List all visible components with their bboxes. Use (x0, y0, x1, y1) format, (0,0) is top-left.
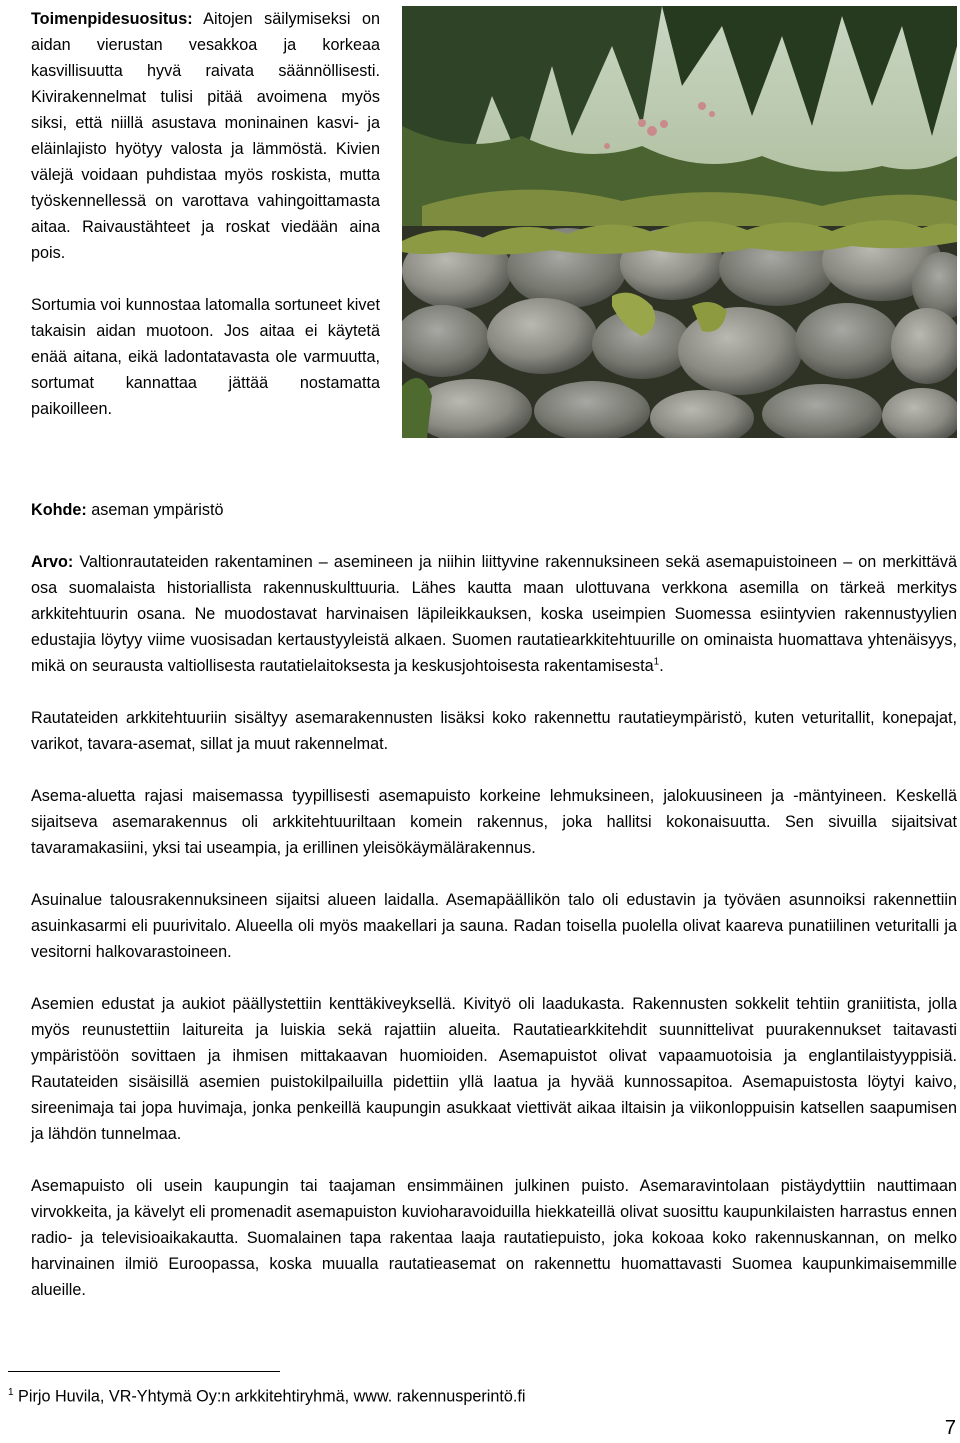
repair-paragraph: Sortumia voi kunnostaa latomalla sortuneet kivet takaisin aidan muotoon. Jos aitaa ei käytetä enää aitana, eikä ladontatavasta ole varmuutta, sortumat kannattaa jättää nostamatta paikoilleen. (31, 296, 380, 418)
stone-wall-photo (402, 6, 957, 438)
kohde-paragraph (31, 497, 957, 523)
kohde-text: aseman ympäristö (86, 501, 224, 519)
footnote-reference[interactable]: 1 (653, 656, 660, 668)
recommendation-column (31, 6, 380, 422)
recommendation-text: Aitojen säilymiseksi on aidan vierustan vesakkoa ja korkeaa kasvillisuutta hyvä raivata säännöllisesti. Kivirakennelmat tulisi pitää avoimena myös siksi, että niillä asustava moninainen kasvi- ja eläinlajisto hyötyy valosta ja lämmöstä. Kivien välejä voidaan puhdistaa myös roskista, mutta työskennellessä on varottava vahingoittamasta aitaa. Raivaustähteet ja roskat viedään aina pois. (31, 10, 380, 262)
main-text (31, 497, 957, 1329)
page-number: 7 (944, 1417, 956, 1439)
footnote-number: 1 (8, 1387, 14, 1398)
kohde-label: Kohde: (31, 501, 87, 519)
recommendation-lead: Toimenpidesuositus: (31, 10, 193, 28)
footnote-divider (8, 1371, 280, 1372)
stone-wall-photo-icon (402, 6, 957, 438)
station-park-paragraph: Asemapuisto oli usein kaupungin tai taajaman ensimmäinen julkinen puisto. Asemaravintolaan pistäydyttiin nauttimaan virvokkeita, ja kävelyt eli promenadit asemapuiston kuvioharavoiduilla hiekkateillä olivat suosittu kaupunkilaisten harrastus ennen radio- ja televisioaikakautta. Suomalainen tapa rakentaa laaja rautatiepuisto, joka kokoaa koko rakennuskannan, on melko harvinainen ilmiö Euroopassa, koska muualla rautatieasemat on rakennettu huomattavasti Suomea kaupunkimaisemmille alueille. (31, 1177, 957, 1299)
arvo-text: Valtionrautateiden rakentaminen – asemineen ja niihin liittyvine rakennuksineen sekä asemapuistoineen – on merkittävä osa suomalaista historiallista rakennuskulttuuria. Lähes kautta maan ulottuvana verkkona asemilla on tärkeä merkitys arkkitehtuurin osana. Ne muodostavat harvinaisen läpileikkauksen, koska useimpien Suomessa esiintyvien rakennustyylien edustajia löytyy viime vuosisadan kertaustyyleistä alkaen. Suomen rautatiearkkitehtuurille on ominaista huomattava yhtenäisyys, mikä on seurausta valtiollisesta rautatielaitoksesta ja keskusjohtoisesta rakentamisesta (31, 553, 957, 675)
residential-paragraph: Asuinalue talousrakennuksineen sijaitsi alueen laidalla. Asemapäällikön talo oli edustavin ja työväen asunnoiksi rakennettiin asuinkasarmi eli puurivitalo. Alueella oli myös maakellari ja sauna. Radan toisella puolella olivat kaareva punatiilinen veturitalli ja vesitorni halkovarastoineen. (31, 891, 957, 961)
station-area-paragraph: Asema-aluetta rajasi maisemassa tyypillisesti asemapuisto korkeine lehmuksineen, jalokuusineen ja -mäntyineen. Keskellä sijaitseva asemarakennus oli arkkitehtuuriltaan komein rakennus, joka hallitsi kokonaisuutta. Sen sivuilla sijaitsivat tavaramakasiini, yksi tai useampia, ja erillinen yleisökäymälärakennus. (31, 787, 957, 857)
architecture-paragraph: Rautateiden arkkitehtuuriin sisältyy asemarakennusten lisäksi koko rakennettu rautatieympäristö, kuten veturitallit, konepajat, varikot, tavara-asemat, sillat ja muut rakennelmat. (31, 709, 957, 753)
footnote (8, 1380, 708, 1409)
arvo-end: . (659, 657, 664, 675)
footnote-text: Pirjo Huvila, VR-Yhtymä Oy:n arkkitehtiryhmä, www. rakennusperintö.fi (13, 1387, 526, 1406)
arvo-label: Arvo: (31, 553, 74, 571)
paving-paragraph: Asemien edustat ja aukiot päällystettiin kenttäkiveyksellä. Kivityö oli laadukasta. Rakennusten sokkelit tehtiin graniitista, jolla myös reunustettiin laitureita ja luiskia sekä rajattiin alueita. Rautatiearkkitehdit suunnittelivat puurakennukset taitavasti ympäristöön sovittaen ja ihmisen mittakaavan huomioiden. Asemapuistot olivat vapaamuotoisia ja englantilaistyyppisiä. Rautateiden sisäisillä asemien puistokilpailuilla pidettiin yllä laatua ja hyvää kunnossapitoa. Asemapuistosta löytyi kaivo, sireenimaja tai jopa huvimaja, jonka penkeillä kaupungin asukkaat viettivät aikaa iltaisin ja viikonloppuisin katsellen saapumisen ja lähdön tunnelmaa. (31, 995, 957, 1143)
arvo-paragraph (31, 549, 957, 679)
recommendation-paragraph (31, 6, 380, 266)
